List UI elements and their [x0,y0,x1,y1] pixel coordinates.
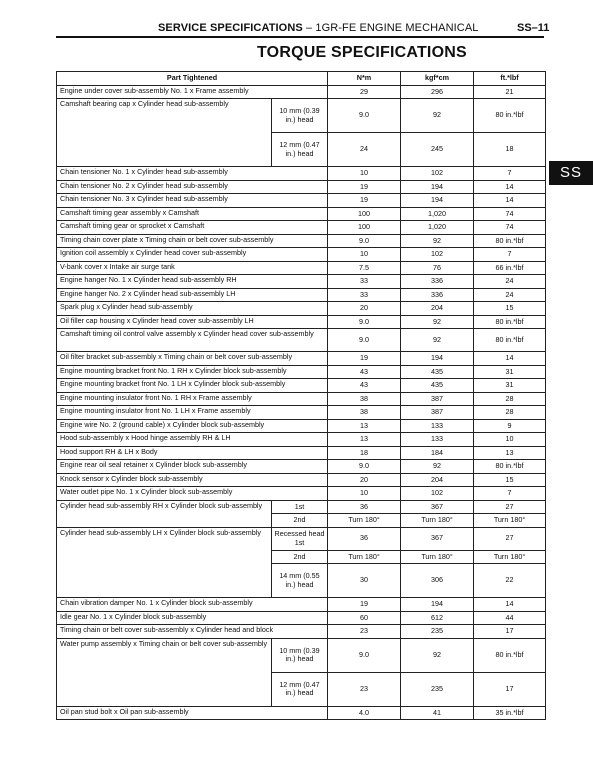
table-row [57,261,546,275]
part-cell: Engine mounting bracket front No. 1 RH x Cylinder block sub-assembly [57,365,328,379]
part-cell: Oil filter bracket sub-assembly x Timing chain or belt cover sub-assembly [57,352,328,366]
kgf-cell: 367 [401,527,474,550]
table-row [57,379,546,393]
ft-cell: 31 [474,365,546,379]
table-row [57,180,546,194]
table-row [57,365,546,379]
table-row [57,234,546,248]
nm-cell: 10 [328,167,401,181]
kgf-cell: 387 [401,392,474,406]
ft-cell: 27 [474,527,546,550]
nm-cell: 19 [328,598,401,612]
nm-cell: 20 [328,473,401,487]
kgf-cell: 194 [401,352,474,366]
table-row [57,315,546,329]
nm-cell: 4.0 [328,706,401,720]
table-row [57,406,546,420]
sub-cell: 14 mm (0.55 in.) head [272,564,328,598]
ft-cell: 22 [474,564,546,598]
subsection-title: 1GR-FE ENGINE MECHANICAL [315,22,479,34]
table-row [57,460,546,474]
part-cell: Water outlet pipe No. 1 x Cylinder block sub-assembly [57,487,328,501]
table-row [57,329,546,352]
kgf-cell: 435 [401,365,474,379]
nm-cell: 43 [328,365,401,379]
sub-cell: 2nd [272,550,328,564]
kgf-cell: 92 [401,460,474,474]
ft-cell: 80 in.*lbf [474,315,546,329]
nm-cell: 19 [328,194,401,208]
table-row [57,473,546,487]
kgf-cell: 92 [401,329,474,352]
nm-cell: 33 [328,288,401,302]
page-number: SS–11 [517,22,550,34]
ft-cell: 14 [474,180,546,194]
table-row [57,194,546,208]
ft-cell: 17 [474,625,546,639]
part-cell: Engine mounting insulator front No. 1 LH x Frame assembly [57,406,328,420]
ft-cell: 24 [474,275,546,289]
part-cell: Hood sub-assembly x Hood hinge assembly RH & LH [57,433,328,447]
sub-cell: 1st [272,500,328,514]
nm-cell: 24 [328,133,401,167]
ft-cell: 7 [474,167,546,181]
kgf-cell: 41 [401,706,474,720]
nm-cell: 19 [328,180,401,194]
part-cell: Cylinder head sub-assembly RH x Cylinder block sub-assembly [57,500,272,527]
ft-cell: 74 [474,207,546,221]
ft-cell: 80 in.*lbf [474,460,546,474]
part-cell: Chain vibration damper No. 1 x Cylinder block sub-assembly [57,598,328,612]
kgf-cell: 184 [401,446,474,460]
ft-cell: 7 [474,487,546,501]
header-kgf: kgf*cm [401,72,474,86]
sub-cell: 2nd [272,514,328,528]
table-row [57,611,546,625]
page-header [158,22,479,34]
kgf-cell: Turn 180° [401,550,474,564]
table-row [57,638,546,672]
ft-cell: 7 [474,248,546,262]
table-row [57,625,546,639]
ft-cell: 15 [474,473,546,487]
part-cell: Engine hanger No. 2 x Cylinder head sub-assembly LH [57,288,328,302]
nm-cell: 9.0 [328,99,401,133]
part-cell: Idle gear No. 1 x Cylinder block sub-assembly [57,611,328,625]
ft-cell: 14 [474,352,546,366]
part-cell: Engine rear oil seal retainer x Cylinder block sub-assembly [57,460,328,474]
nm-cell: 9.0 [328,460,401,474]
part-cell: Oil pan stud bolt x Oil pan sub-assembly [57,706,328,720]
nm-cell: 100 [328,207,401,221]
ft-cell: 80 in.*lbf [474,638,546,672]
header-nm: N*m [328,72,401,86]
kgf-cell: 92 [401,315,474,329]
ft-cell: 66 in.*lbf [474,261,546,275]
nm-cell: 19 [328,352,401,366]
nm-cell: 10 [328,487,401,501]
table-row [57,99,546,133]
part-cell: Water pump assembly x Timing chain or belt cover sub-assembly [57,638,272,706]
kgf-cell: 204 [401,302,474,316]
table-row [57,392,546,406]
ft-cell: 35 in.*lbf [474,706,546,720]
kgf-cell: 102 [401,487,474,501]
ft-cell: 24 [474,288,546,302]
ft-cell: 14 [474,194,546,208]
kgf-cell: 306 [401,564,474,598]
sub-cell: 10 mm (0.39 in.) head [272,638,328,672]
table-row [57,248,546,262]
table-row [57,446,546,460]
part-cell: Chain tensioner No. 3 x Cylinder head sub-assembly [57,194,328,208]
kgf-cell: 367 [401,500,474,514]
table-row [57,85,546,99]
nm-cell: 23 [328,672,401,706]
kgf-cell: Turn 180° [401,514,474,528]
ft-cell: 21 [474,85,546,99]
ft-cell: 31 [474,379,546,393]
kgf-cell: 194 [401,598,474,612]
ft-cell: 18 [474,133,546,167]
header-part: Part Tightened [57,72,328,86]
ft-cell: 80 in.*lbf [474,234,546,248]
ft-cell: 80 in.*lbf [474,329,546,352]
ft-cell: 10 [474,433,546,447]
part-cell: Hood support RH & LH x Body [57,446,328,460]
part-cell: Engine mounting bracket front No. 1 LH x Cylinder block sub-assembly [57,379,328,393]
sub-cell: 10 mm (0.39 in.) head [272,99,328,133]
section-tab: SS [549,161,593,185]
torque-table [56,71,546,720]
table-row [57,221,546,235]
nm-cell: 10 [328,248,401,262]
part-cell: Camshaft timing oil control valve assembly x Cylinder head cover sub-assembly [57,329,328,352]
header-dash: – [305,22,313,34]
kgf-cell: 336 [401,275,474,289]
nm-cell: 30 [328,564,401,598]
part-cell: Knock sensor x Cylinder block sub-assembly [57,473,328,487]
kgf-cell: 336 [401,288,474,302]
table-row [57,706,546,720]
nm-cell: 36 [328,527,401,550]
part-cell: Engine under cover sub-assembly No. 1 x Frame assembly [57,85,328,99]
part-cell: V-bank cover x Intake air surge tank [57,261,328,275]
nm-cell: Turn 180° [328,550,401,564]
part-cell: Cylinder head sub-assembly LH x Cylinder block sub-assembly [57,527,272,598]
ft-cell: 74 [474,221,546,235]
nm-cell: 60 [328,611,401,625]
ft-cell: Turn 180° [474,550,546,564]
kgf-cell: 133 [401,433,474,447]
ft-cell: 80 in.*lbf [474,99,546,133]
kgf-cell: 235 [401,625,474,639]
nm-cell: 38 [328,392,401,406]
table-row [57,598,546,612]
part-cell: Engine wire No. 2 (ground cable) x Cylinder block sub-assembly [57,419,328,433]
table-row [57,275,546,289]
kgf-cell: 387 [401,406,474,420]
table-row [57,500,546,514]
nm-cell: 13 [328,419,401,433]
kgf-cell: 76 [401,261,474,275]
nm-cell: Turn 180° [328,514,401,528]
page-title: TORQUE SPECIFICATIONS [257,44,467,61]
table-header-row [57,72,546,86]
kgf-cell: 102 [401,167,474,181]
table-row [57,352,546,366]
kgf-cell: 435 [401,379,474,393]
part-cell: Engine mounting insulator front No. 1 RH x Frame assembly [57,392,328,406]
header-rule [56,36,544,38]
part-cell: Chain tensioner No. 2 x Cylinder head sub-assembly [57,180,328,194]
part-cell: Camshaft timing gear assembly x Camshaft [57,207,328,221]
header-ft: ft.*lbf [474,72,546,86]
kgf-cell: 245 [401,133,474,167]
part-cell: Timing chain or belt cover sub-assembly x Cylinder head and block [57,625,328,639]
kgf-cell: 296 [401,85,474,99]
sub-cell: 12 mm (0.47 in.) head [272,672,328,706]
part-cell: Oil filler cap housing x Cylinder head cover sub-assembly LH [57,315,328,329]
nm-cell: 33 [328,275,401,289]
kgf-cell: 1,020 [401,221,474,235]
part-cell: Camshaft timing gear or sprocket x Camshaft [57,221,328,235]
nm-cell: 13 [328,433,401,447]
nm-cell: 43 [328,379,401,393]
nm-cell: 9.0 [328,638,401,672]
table-row [57,527,546,550]
ft-cell: 14 [474,598,546,612]
nm-cell: 29 [328,85,401,99]
kgf-cell: 194 [401,180,474,194]
ft-cell: 27 [474,500,546,514]
table-row [57,207,546,221]
kgf-cell: 612 [401,611,474,625]
part-cell: Camshaft bearing cap x Cylinder head sub-assembly [57,99,272,167]
nm-cell: 18 [328,446,401,460]
nm-cell: 20 [328,302,401,316]
ft-cell: 28 [474,406,546,420]
nm-cell: 7.5 [328,261,401,275]
kgf-cell: 133 [401,419,474,433]
nm-cell: 23 [328,625,401,639]
nm-cell: 9.0 [328,234,401,248]
kgf-cell: 92 [401,638,474,672]
ft-cell: 9 [474,419,546,433]
nm-cell: 9.0 [328,315,401,329]
table-row [57,433,546,447]
ft-cell: 15 [474,302,546,316]
ft-cell: 28 [474,392,546,406]
nm-cell: 38 [328,406,401,420]
part-cell: Chain tensioner No. 1 x Cylinder head sub-assembly [57,167,328,181]
table-row [57,302,546,316]
ft-cell: Turn 180° [474,514,546,528]
nm-cell: 100 [328,221,401,235]
section-title: SERVICE SPECIFICATIONS [158,22,303,34]
kgf-cell: 1,020 [401,207,474,221]
part-cell: Ignition coil assembly x Cylinder head cover sub-assembly [57,248,328,262]
table-row [57,167,546,181]
sub-cell: 12 mm (0.47 in.) head [272,133,328,167]
kgf-cell: 92 [401,234,474,248]
nm-cell: 36 [328,500,401,514]
kgf-cell: 194 [401,194,474,208]
ft-cell: 17 [474,672,546,706]
table-row [57,487,546,501]
part-cell: Timing chain cover plate x Timing chain or belt cover sub-assembly [57,234,328,248]
kgf-cell: 204 [401,473,474,487]
table-row [57,419,546,433]
kgf-cell: 92 [401,99,474,133]
ft-cell: 44 [474,611,546,625]
part-cell: Spark plug x Cylinder head sub-assembly [57,302,328,316]
sub-cell: Recessed head 1st [272,527,328,550]
kgf-cell: 102 [401,248,474,262]
kgf-cell: 235 [401,672,474,706]
table-row [57,288,546,302]
nm-cell: 9.0 [328,329,401,352]
ft-cell: 13 [474,446,546,460]
part-cell: Engine hanger No. 1 x Cylinder head sub-assembly RH [57,275,328,289]
